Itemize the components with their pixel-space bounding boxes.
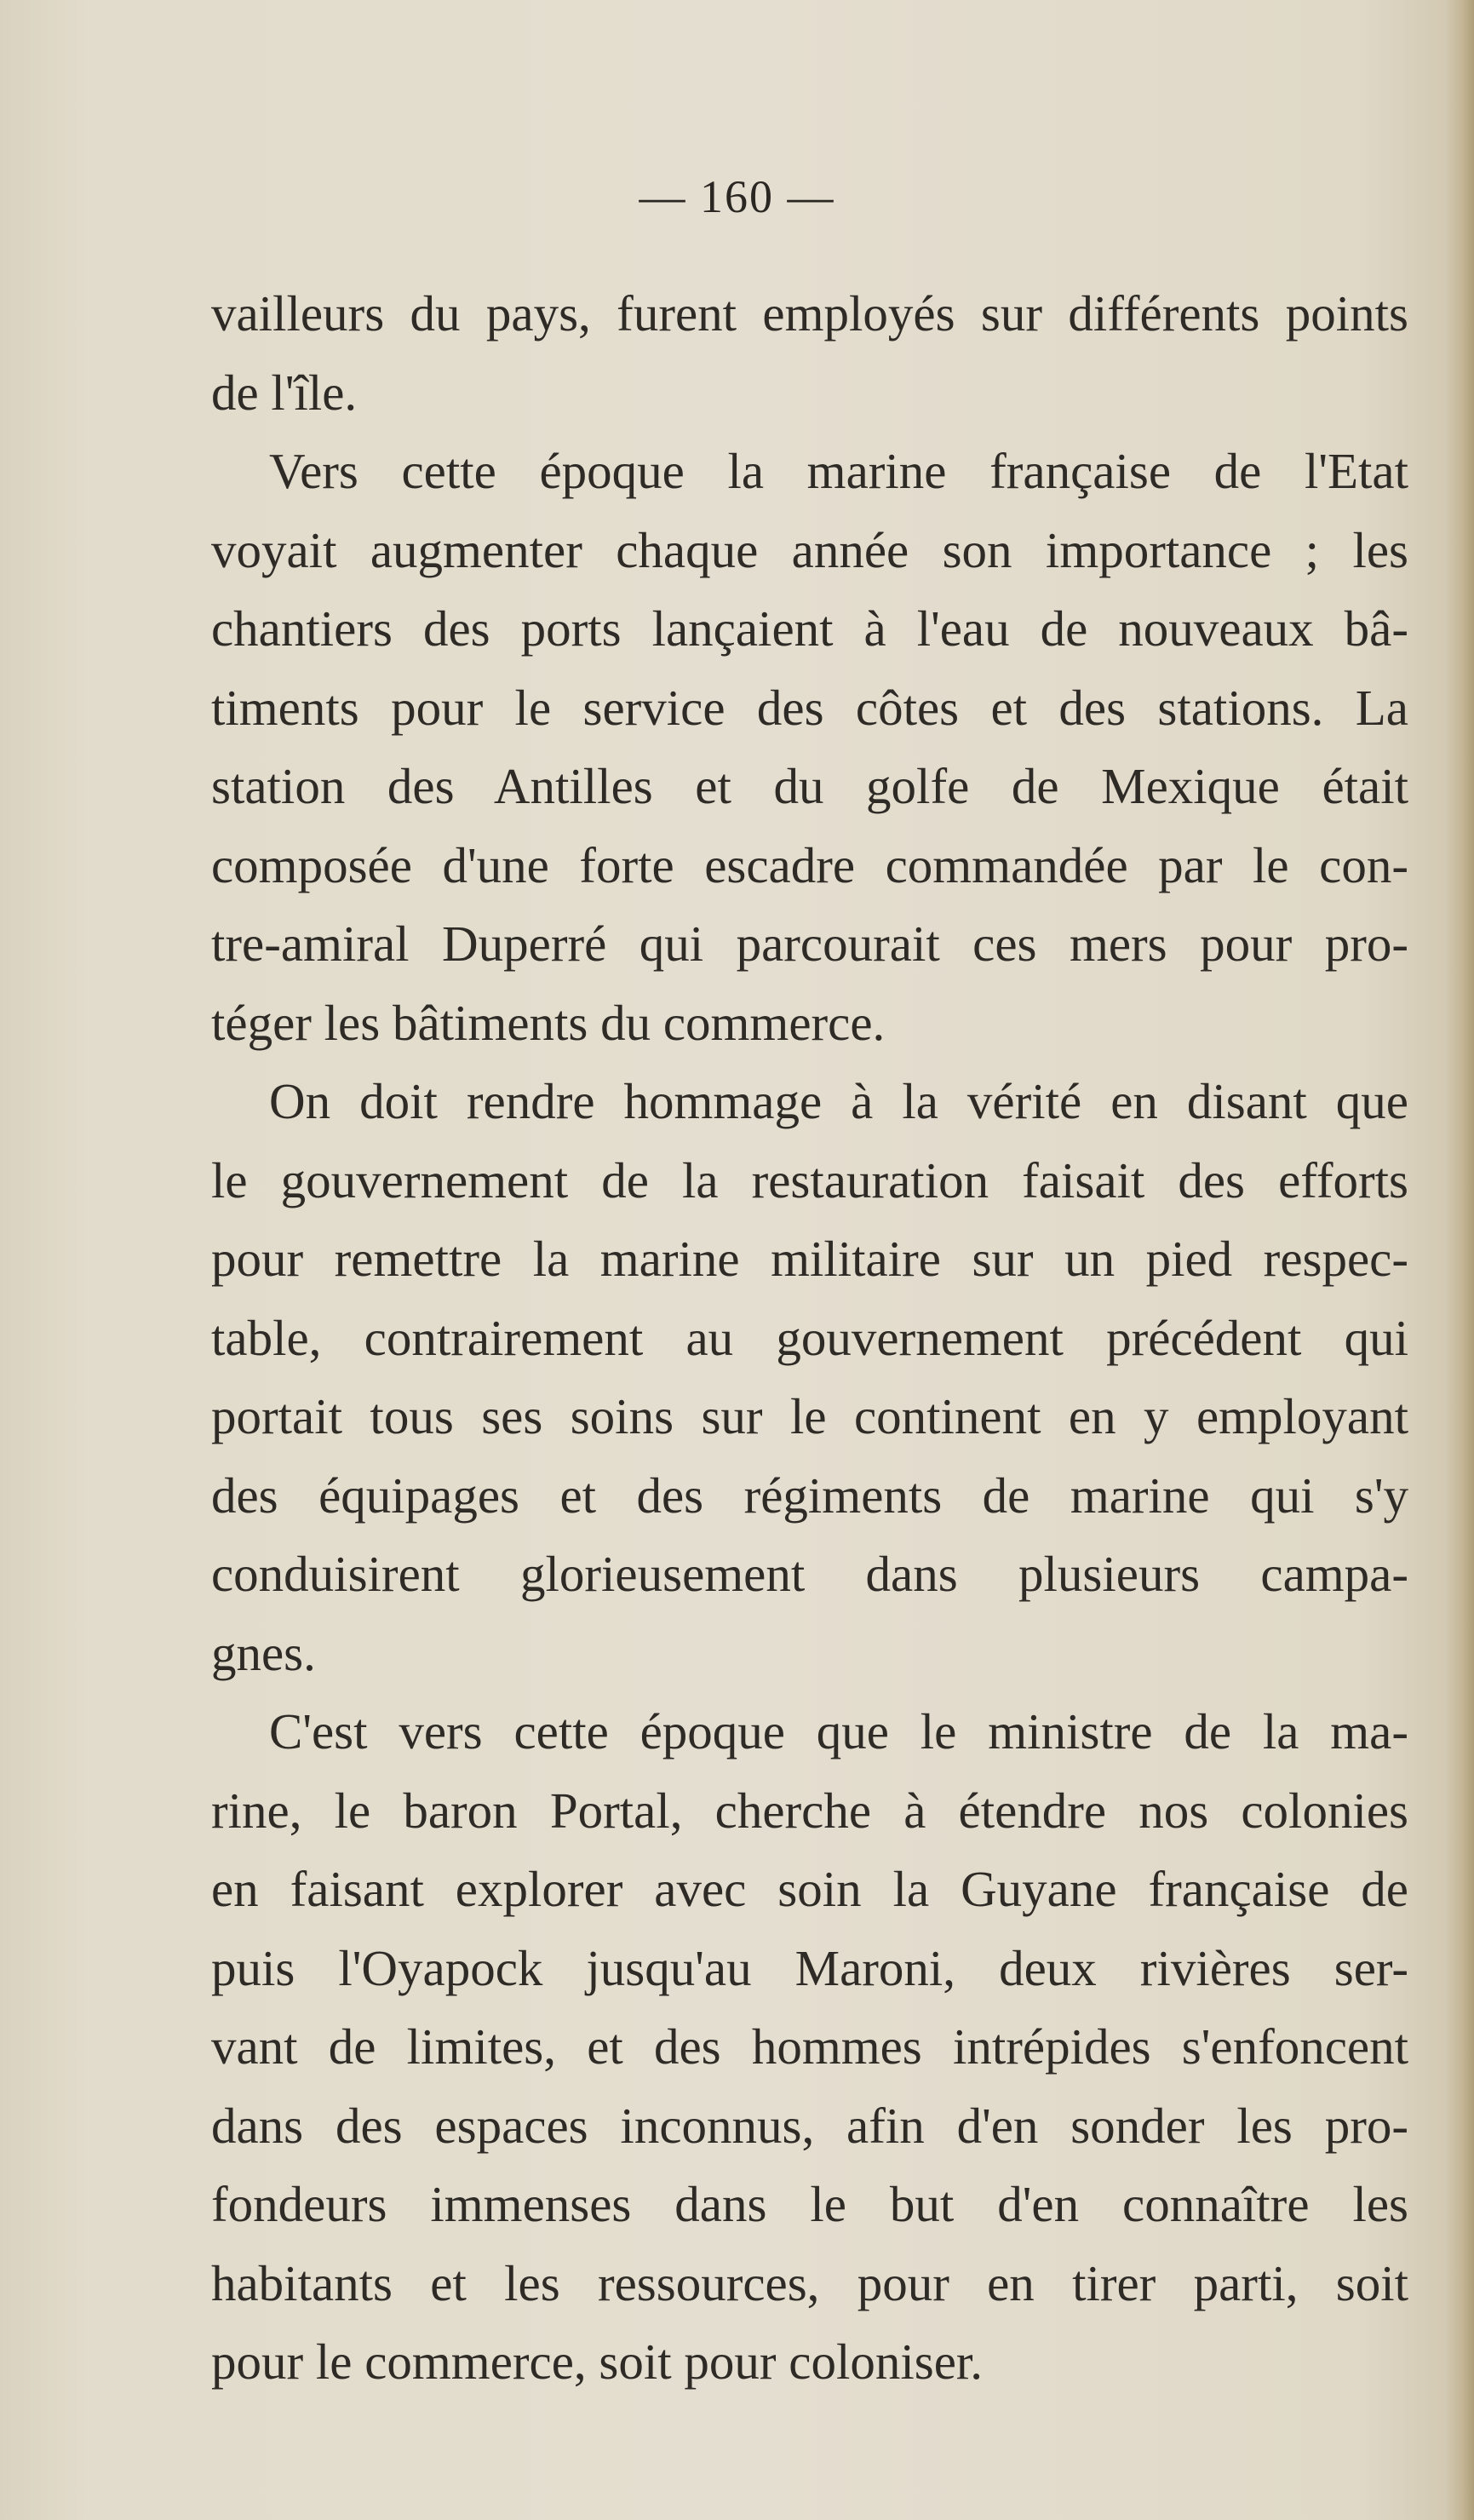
text-line: timents pour le service des côtes et des stations. La [211,679,1408,736]
text-line: pour le commerce, soit pour coloniser. [211,2333,984,2390]
page-number: — 160 — [639,171,835,222]
text-line: le gouvernement de la restauration faisait des efforts [211,1151,1408,1208]
body-text [211,274,1408,2402]
text-line: voyait augmenter chaque année son importance ; les [211,521,1408,578]
text-line: en faisant explorer avec soin la Guyane française de [211,1861,1408,1917]
text-line: dans des espaces inconnus, afin d'en sonder les pro- [211,2097,1408,2154]
text-line: vailleurs du pays, furent employés sur différents points [211,285,1408,342]
text-line: de l'île. [211,364,358,421]
text-line: vant de limites, et des hommes intrépides s'enfoncent [211,2018,1408,2075]
text-line: rine, le baron Portal, cherche à étendre nos colonies [211,1782,1408,1839]
text-line: conduisirent glorieusement dans plusieurs campa- [211,1546,1408,1602]
text-line: portait tous ses soins sur le continent en y employant [211,1388,1408,1444]
text-line: composée d'une forte escadre commandée par le con- [211,836,1408,893]
text-line: des équipages et des régiments de marine qui s'y [211,1467,1408,1524]
text-line: table, contrairement au gouvernement précédent qui [211,1309,1408,1366]
text-line: tre-amiral Duperré qui parcourait ces mers pour pro- [211,916,1408,972]
text-line: On doit rendre hommage à la vérité en disant que [269,1073,1408,1129]
text-line: puis l'Oyapock jusqu'au Maroni, deux rivières ser- [211,1939,1408,1996]
page-edge-shadow [1445,0,1474,2520]
text-line: station des Antilles et du golfe de Mexique était [211,758,1408,814]
text-line: téger les bâtiments du commerce. [211,994,886,1051]
text-line: pour remettre la marine militaire sur un pied respec- [211,1231,1408,1287]
text-line: C'est vers cette époque que le ministre de la ma- [269,1703,1408,1759]
text-line: habitants et les ressources, pour en tirer parti, soit [211,2254,1408,2311]
text-line: chantiers des ports lançaient à l'eau de nouveaux bâ- [211,600,1408,657]
text-line: gnes. [211,1624,316,1681]
text-line: Vers cette époque la marine française de l'Etat [269,443,1408,499]
text-line: fondeurs immenses dans le but d'en connaître les [211,2176,1408,2232]
